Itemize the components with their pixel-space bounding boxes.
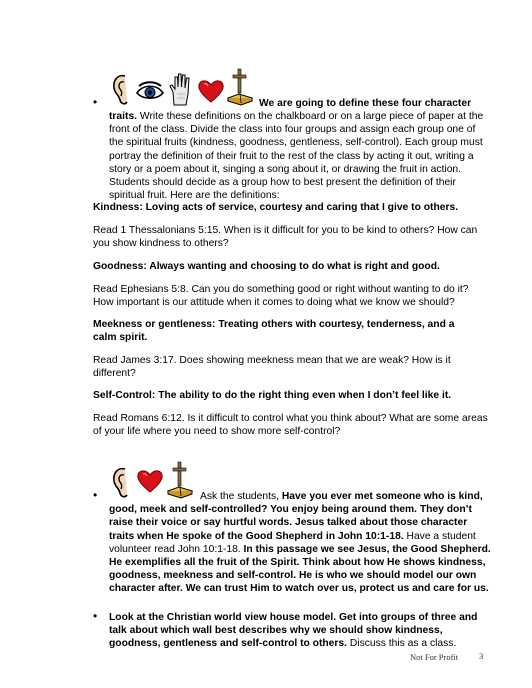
definition-term-kindness: Kindness: Loving acts of service, courtesy and caring that I give to others. bbox=[93, 202, 459, 213]
section-1-text bbox=[109, 110, 485, 202]
section-3-bold-body: Look at the Christian world view house model. Get into groups of three and talk about which wall best describes why we should show kindness, goodness, gentleness and self-control to others. bbox=[109, 612, 478, 650]
footer-label: Not For Profit bbox=[410, 652, 459, 662]
bullet-3: • bbox=[93, 609, 98, 623]
heart-icon bbox=[197, 78, 225, 104]
section-2-bold-end: In this passage we see Jesus, the Good Shepherd. He exemplifies all the fruit of the Spirit. Think about how He shows kindness, goodness, meekness and self-control. He is who we should model our own character after. We can trust Him to watch over us, protect us and care for us. bbox=[109, 543, 491, 595]
section-3-paragraph bbox=[109, 611, 493, 651]
section-3-plain-end: Discuss this as a class. bbox=[347, 638, 457, 650]
bullet-2: • bbox=[93, 488, 98, 502]
footer-page-number: 3 bbox=[479, 651, 484, 661]
hand-icon bbox=[168, 72, 194, 106]
section-1-body: Write these definitions on the chalkboard or on a large piece of paper at the front of the class. Divide the class into four groups and assign each group one of the spiritual fruits (kindness, goodness, gentleness, self-control). Each group must portray the definition of their fruit to the rest of the class by acting it out, writing a story or a poem about it, singing a song about it, or drawing the fruit in action. Students should decide as a group how to best present the definition of their spiritual fruit. Here are the definitions: bbox=[109, 111, 484, 202]
definition-question-meekness: Read James 3:17. Does showing meekness mean that we are weak? How is it different? bbox=[93, 355, 451, 380]
bullet-1: • bbox=[93, 95, 98, 109]
section-2-plain-lead: Ask the students, bbox=[200, 491, 282, 502]
section-2-plain-mid: Have a student volunteer read John 10:1-18. bbox=[109, 530, 476, 555]
senses-icon-row-1 bbox=[110, 68, 253, 106]
section-1-lead-line bbox=[259, 97, 484, 110]
definition-question-goodness: Read Ephesians 5:8. Can you do something good or right without wanting to do it? How important is our attitude when it comes to doing what we know we should? bbox=[93, 284, 469, 309]
definition-question-kindness: Read 1 Thessalonians 5:15. When is it difficult for you to be kind to others? How can you show kindness to others? bbox=[93, 225, 478, 250]
section-1-bold-lead-2: traits. bbox=[109, 111, 138, 122]
ear-icon bbox=[110, 72, 132, 106]
definition-term-goodness: Goodness: Always wanting and choosing to do what is right and good. bbox=[93, 261, 440, 272]
section-2-paragraph bbox=[109, 490, 493, 596]
section-2-bold-body: Have you ever met someone who is kind, good, meek and self-controlled? You enjoy being around them. They don’t raise their voice or say hurtful words. Jesus talked about those character traits when He spoke of the Good Shepherd in John 10:1-18. bbox=[109, 491, 483, 542]
eye-icon bbox=[135, 80, 165, 102]
definition-term-meekness: Meekness or gentleness: Treating others with courtesy, tenderness, and a calm spirit. bbox=[93, 319, 455, 344]
section-1-bold-lead-1: We are going to define these four character bbox=[259, 98, 472, 109]
definition-question-self-control: Read Romans 6:12. Is it difficult to control what you think about? What are some areas of your life where you need to show more self-control? bbox=[93, 413, 488, 438]
definition-term-self-control: Self-Control: The ability to do the right thing even when I don’t feel like it. bbox=[93, 390, 452, 401]
cross-bible-icon bbox=[227, 68, 253, 106]
